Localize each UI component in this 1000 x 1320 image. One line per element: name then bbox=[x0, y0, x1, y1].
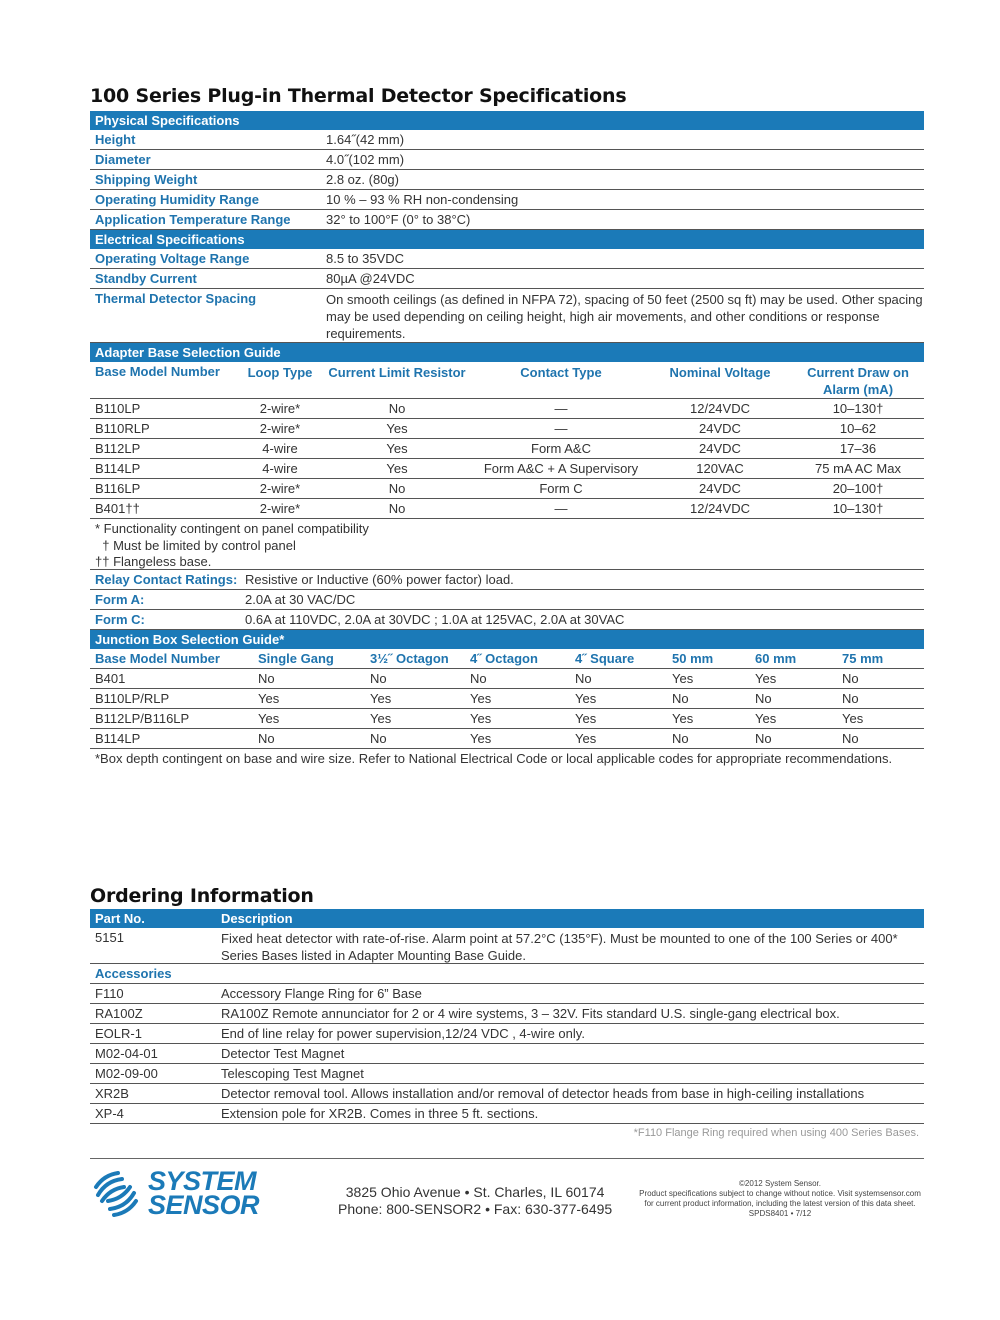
cell: 12/24VDC bbox=[690, 401, 750, 416]
description: Detector Test Magnet bbox=[221, 1046, 345, 1061]
logo-line2: SENSOR bbox=[148, 1190, 260, 1220]
cell: Yes bbox=[386, 421, 408, 436]
cell: Yes bbox=[386, 441, 408, 456]
description: End of line relay for power supervision,12/24 VDC , 4-wire only. bbox=[221, 1026, 585, 1041]
spec-value: 4.0˝(102 mm) bbox=[326, 152, 405, 167]
cell: No bbox=[470, 671, 487, 686]
cell: No bbox=[388, 401, 406, 416]
ordering-note: *F110 Flange Ring required when using 400 Series Bases. bbox=[633, 1127, 919, 1139]
cell: 20–100† bbox=[832, 481, 884, 496]
table-row bbox=[90, 269, 924, 289]
spec-label: Application Temperature Range bbox=[95, 212, 291, 227]
table-row bbox=[90, 150, 924, 170]
copyright: ©2012 System Sensor. bbox=[739, 1179, 821, 1188]
cell: Yes bbox=[755, 711, 777, 726]
spec-label: Diameter bbox=[95, 152, 151, 167]
column-header: Base Model Number bbox=[95, 364, 220, 379]
description: Detector removal tool. Allows installation and/or removal of detector heads from base in high-ceiling installations bbox=[221, 1086, 865, 1101]
cell: 24VDC bbox=[699, 441, 741, 456]
table-row bbox=[90, 289, 924, 343]
system-sensor-logo-icon bbox=[90, 1167, 142, 1221]
cell: 10–62 bbox=[839, 421, 877, 436]
cell: 24VDC bbox=[699, 421, 741, 436]
part-number: XP-4 bbox=[95, 1106, 124, 1121]
table-row bbox=[90, 439, 924, 459]
cell: B110RLP bbox=[95, 421, 150, 436]
document-id: SPDS8401 • 7/12 bbox=[748, 1209, 812, 1218]
cell: No bbox=[388, 501, 406, 516]
page-title: 100 Series Plug-in Thermal Detector Specifications bbox=[90, 85, 627, 107]
cell: B112LP bbox=[95, 441, 141, 456]
spec-value: 32° to 100°F (0° to 38°C) bbox=[326, 212, 471, 227]
address: 3825 Ohio Avenue • St. Charles, IL 60174 bbox=[345, 1184, 605, 1200]
logo-text bbox=[148, 1166, 260, 1220]
cell: No bbox=[575, 671, 592, 686]
footnote: †† Flangeless base. bbox=[95, 554, 212, 569]
column-header: Description bbox=[221, 911, 293, 926]
cell: 2-wire* bbox=[259, 481, 301, 496]
table-row bbox=[90, 1064, 924, 1084]
table-row bbox=[90, 689, 924, 709]
cell: Yes bbox=[842, 711, 864, 726]
cell: 2-wire* bbox=[259, 401, 301, 416]
ordering-title-block bbox=[90, 885, 924, 907]
page-title-block bbox=[90, 85, 924, 107]
cell: No bbox=[370, 671, 387, 686]
cell: No bbox=[370, 731, 387, 746]
cell: 10–130† bbox=[832, 401, 884, 416]
column-header: Nominal Voltage bbox=[669, 365, 771, 380]
adapter-guide-header: Adapter Base Selection Guide bbox=[90, 343, 924, 362]
cell: 120VAC bbox=[696, 461, 744, 476]
table-row bbox=[90, 590, 924, 610]
column-header: Loop Type bbox=[247, 365, 313, 380]
cell: Yes bbox=[470, 731, 492, 746]
description: Fixed heat detector with rate-of-rise. Alarm point at 57.2°C (135°F). Must be mounted to one of the 100 Series or 400* Series Bases listed in Adapter Mounting Base Guide. bbox=[221, 931, 898, 963]
table-row bbox=[90, 709, 924, 729]
part-number: M02-04-01 bbox=[95, 1046, 158, 1061]
electrical-specs-header: Electrical Specifications bbox=[90, 230, 924, 249]
cell: Yes bbox=[470, 711, 492, 726]
table-row bbox=[90, 1044, 924, 1064]
table-row bbox=[90, 1104, 924, 1124]
cell: Yes bbox=[470, 691, 492, 706]
column-header: 3½˝ Octagon bbox=[370, 651, 449, 666]
table-row bbox=[90, 190, 924, 210]
part-number: M02-09-00 bbox=[95, 1066, 158, 1081]
spec-value: 2.8 oz. (80g) bbox=[326, 172, 399, 187]
cell: 2-wire* bbox=[259, 501, 301, 516]
column-header: Current Limit Resistor bbox=[328, 365, 466, 380]
table-row bbox=[90, 459, 924, 479]
cell: 2-wire* bbox=[259, 421, 301, 436]
table-row bbox=[90, 649, 924, 669]
description: RA100Z Remote annunciator for 2 or 4 wire systems, 3 – 32V. Fits standard U.S. single-gang electrical box. bbox=[221, 1006, 840, 1021]
table-row bbox=[90, 729, 924, 749]
cell: Form C bbox=[539, 481, 583, 496]
relay-label: Form A: bbox=[95, 592, 145, 607]
description: Telescoping Test Magnet bbox=[221, 1066, 364, 1081]
column-header: 75 mm bbox=[842, 651, 884, 666]
spec-value: 1.64˝(42 mm) bbox=[326, 132, 405, 147]
column-header: Base Model Number bbox=[95, 651, 220, 666]
spec-value: On smooth ceilings (as defined in NFPA 72), spacing of 50 feet (2500 sq ft) may be used. Other spacing may be used depending on ceiling height, high air movements, and other conditions or response requirements. bbox=[326, 292, 923, 341]
cell: B114LP bbox=[95, 461, 141, 476]
table-row bbox=[90, 249, 924, 269]
table-row bbox=[90, 1084, 924, 1104]
part-number: XR2B bbox=[95, 1086, 129, 1101]
spec-label: Operating Humidity Range bbox=[95, 192, 259, 207]
column-header: Current Draw on Alarm (mA) bbox=[807, 365, 909, 397]
accessories-row bbox=[90, 964, 924, 984]
table-row bbox=[90, 130, 924, 150]
ordering-title: Ordering Information bbox=[90, 885, 314, 907]
logo-line1: SYSTEM bbox=[148, 1166, 257, 1196]
cell: No bbox=[672, 731, 689, 746]
ordering-table bbox=[90, 909, 924, 1139]
address-block bbox=[338, 1184, 612, 1218]
specifications-table bbox=[90, 111, 924, 768]
table-row bbox=[90, 570, 924, 590]
accessories-label: Accessories bbox=[95, 966, 172, 981]
cell: No bbox=[672, 691, 689, 706]
cell: Yes bbox=[575, 711, 597, 726]
part-number: F110 bbox=[95, 986, 124, 1001]
cell: 17–36 bbox=[839, 441, 877, 456]
cell: 75 mA AC Max bbox=[815, 461, 901, 476]
relay-value: 0.6A at 110VDC, 2.0A at 30VDC ; 1.0A at 125VAC, 2.0A at 30VAC bbox=[245, 612, 625, 627]
cell: B116LP bbox=[95, 481, 141, 496]
part-number: EOLR-1 bbox=[95, 1026, 142, 1041]
cell: 12/24VDC bbox=[690, 501, 750, 516]
column-header: 4˝ Octagon bbox=[470, 651, 538, 666]
table-row bbox=[90, 610, 924, 630]
relay-label: Form C: bbox=[95, 612, 145, 627]
table-row bbox=[90, 210, 924, 230]
cell: No bbox=[755, 691, 772, 706]
cell: Yes bbox=[370, 691, 392, 706]
relay-value: Resistive or Inductive (60% power factor) load. bbox=[245, 572, 514, 587]
cell: Yes bbox=[755, 671, 777, 686]
junction-footnote: *Box depth contingent on base and wire size. Refer to National Electrical Code or local applicable codes for appropriate recommendations. bbox=[95, 751, 893, 766]
cell: No bbox=[755, 731, 772, 746]
footnote: * Functionality contingent on panel compatibility bbox=[95, 521, 369, 536]
table-row bbox=[90, 1004, 924, 1024]
cell: 24VDC bbox=[699, 481, 741, 496]
cell: No bbox=[842, 691, 859, 706]
spec-value: 80µA @24VDC bbox=[326, 271, 415, 286]
spec-label: Operating Voltage Range bbox=[95, 251, 250, 266]
cell: B112LP/B116LP bbox=[95, 711, 190, 726]
table-row bbox=[90, 362, 924, 399]
cell: Yes bbox=[672, 711, 694, 726]
table-row bbox=[90, 399, 924, 419]
relay-label: Relay Contact Ratings: bbox=[95, 572, 238, 587]
cell: No bbox=[842, 731, 859, 746]
column-header: 50 mm bbox=[672, 651, 714, 666]
cell: Yes bbox=[575, 691, 597, 706]
footnote: † Must be limited by control panel bbox=[95, 537, 296, 553]
cell: No bbox=[258, 731, 275, 746]
column-header: Part No. bbox=[95, 911, 145, 926]
disclaimer: Product specifications subject to change without notice. Visit systemsensor.com bbox=[639, 1189, 921, 1198]
adapter-footnotes bbox=[90, 519, 924, 570]
description: Extension pole for XR2B. Comes in three 5 ft. sections. bbox=[221, 1106, 539, 1121]
cell: 4-wire bbox=[262, 441, 298, 456]
junction-guide-header: Junction Box Selection Guide* bbox=[90, 630, 924, 649]
part-number: 5151 bbox=[95, 930, 124, 945]
cell: No bbox=[258, 671, 275, 686]
table-row bbox=[90, 479, 924, 499]
cell: — bbox=[554, 501, 568, 516]
table-row bbox=[90, 419, 924, 439]
cell: 4-wire bbox=[262, 461, 298, 476]
ordering-header bbox=[90, 909, 924, 928]
description: Accessory Flange Ring for 6” Base bbox=[221, 986, 422, 1001]
disclaimer-2: for current product information, including the latest version of this data sheet. bbox=[644, 1199, 916, 1208]
cell: Form A&C + A Supervisory bbox=[483, 461, 639, 476]
cell: B114LP bbox=[95, 731, 141, 746]
table-row bbox=[90, 1024, 924, 1044]
part-number: RA100Z bbox=[95, 1006, 143, 1021]
cell: Yes bbox=[386, 461, 408, 476]
physical-specs-header: Physical Specifications bbox=[90, 111, 924, 130]
cell: Yes bbox=[672, 671, 694, 686]
footer bbox=[90, 1158, 924, 1238]
cell: B110LP/RLP bbox=[95, 691, 170, 706]
phone: Phone: 800-SENSOR2 • Fax: 630-377-6495 bbox=[338, 1201, 613, 1217]
legal-block bbox=[630, 1179, 930, 1219]
table-row bbox=[90, 499, 924, 519]
relay-value: 2.0A at 30 VAC/DC bbox=[245, 592, 356, 607]
cell: Form A&C bbox=[531, 441, 591, 456]
column-header: Contact Type bbox=[520, 365, 602, 380]
spec-value: 10 % – 93 % RH non-condensing bbox=[326, 192, 519, 207]
spec-label: Height bbox=[95, 132, 136, 147]
cell: B110LP bbox=[95, 401, 141, 416]
table-row bbox=[90, 170, 924, 190]
cell: No bbox=[842, 671, 859, 686]
spec-label: Shipping Weight bbox=[95, 172, 198, 187]
column-header: 4˝ Square bbox=[575, 651, 635, 666]
cell: No bbox=[388, 481, 406, 496]
spec-label: Standby Current bbox=[95, 271, 197, 286]
spec-value: 8.5 to 35VDC bbox=[326, 251, 405, 266]
table-row bbox=[90, 669, 924, 689]
cell: — bbox=[554, 401, 568, 416]
cell: Yes bbox=[258, 711, 280, 726]
column-header: 60 mm bbox=[755, 651, 797, 666]
spec-label: Thermal Detector Spacing bbox=[95, 291, 257, 306]
cell: B401 bbox=[95, 671, 126, 686]
cell: Yes bbox=[575, 731, 597, 746]
table-row bbox=[90, 928, 924, 964]
column-header: Single Gang bbox=[258, 651, 334, 666]
table-row bbox=[90, 984, 924, 1004]
cell: — bbox=[554, 421, 568, 436]
cell: B401†† bbox=[95, 501, 140, 516]
cell: 10–130† bbox=[832, 501, 884, 516]
cell: Yes bbox=[370, 711, 392, 726]
cell: Yes bbox=[258, 691, 280, 706]
